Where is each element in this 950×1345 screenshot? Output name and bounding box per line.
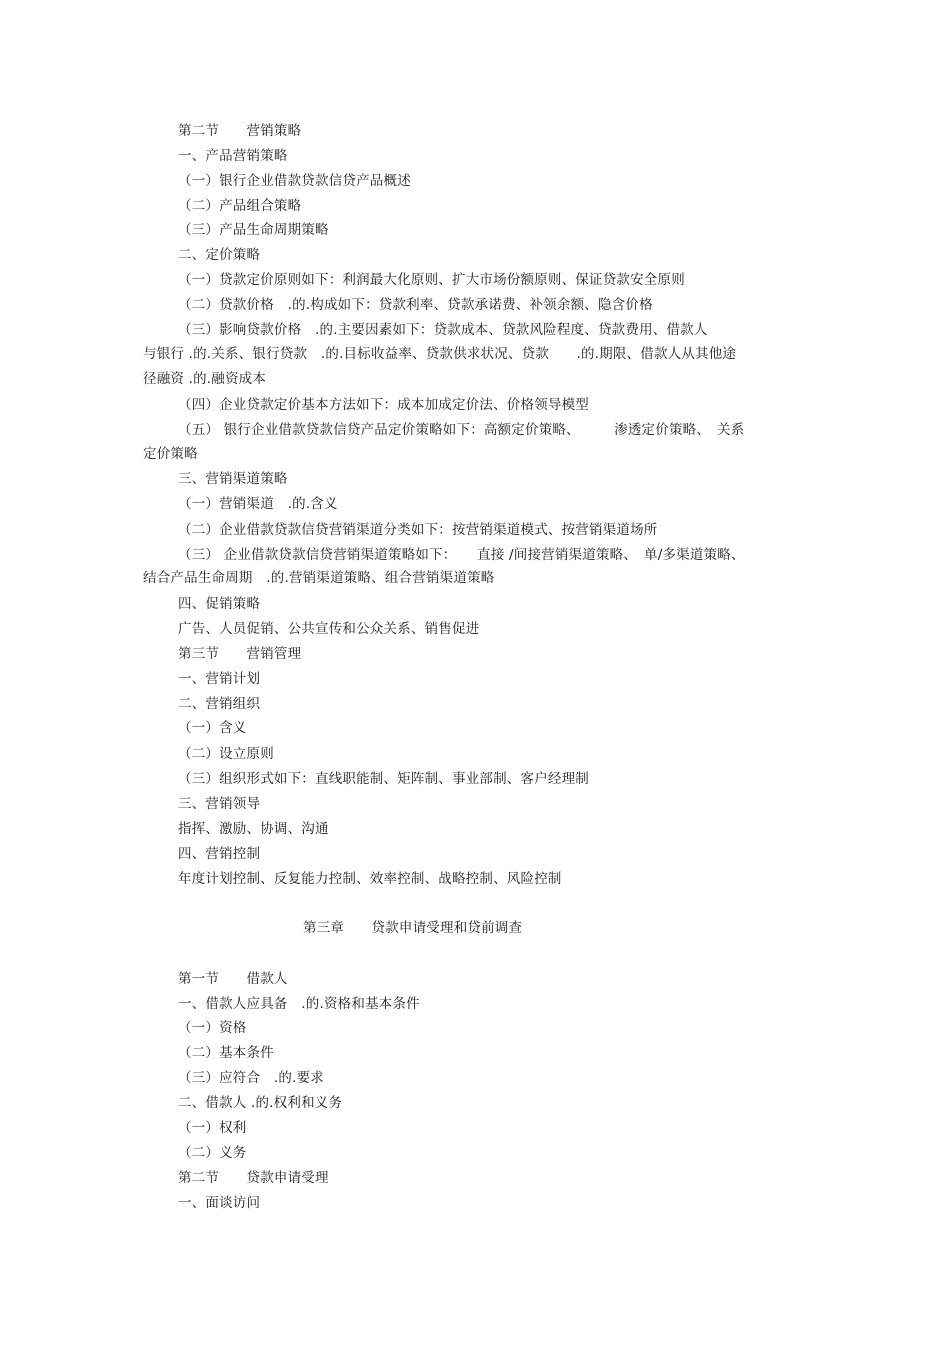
section-heading: 第一节 借款人 (178, 971, 288, 987)
subsection-heading: 三、营销渠道策略 (178, 471, 288, 487)
list-item: （一）营销渠道 .的.含义 (178, 496, 338, 512)
list-item: （五） 银行企业借款贷款信贷产品定价策略如下：高额定价策略、 渗透定价策略、 关系 (178, 422, 745, 438)
paragraph-continuation: 与银行 .的.关系、银行贷款 .的.目标收益率、贷款供求状况、贷款 .的.期限、借款人从其他途 (143, 346, 737, 362)
subsection-heading: 二、营销组织 (178, 696, 261, 712)
section-heading: 第二节 营销策略 (178, 123, 302, 139)
list-item: （四）企业贷款定价基本方法如下：成本加成定价法、价格领导模型 (178, 397, 589, 413)
paragraph-continuation: 结合产品生命周期 .的.营销渠道策略、组合营销渠道策略 (143, 570, 495, 586)
list-item: （二）设立原则 (178, 746, 274, 762)
list-item: （一）贷款定价原则如下：利润最大化原则、扩大市场份额原则、保证贷款安全原则 (178, 272, 685, 288)
list-item: （一）资格 (178, 1020, 247, 1036)
subsection-heading: 二、定价策略 (178, 247, 261, 263)
paragraph: 广告、人员促销、公共宣传和公众关系、销售促进 (178, 621, 480, 637)
paragraph-continuation: 径融资 .的.融资成本 (143, 371, 267, 387)
paragraph-continuation: 定价策略 (143, 446, 198, 462)
subsection-heading: 一、产品营销策略 (178, 148, 288, 164)
list-item: （三） 企业借款贷款信贷营销渠道策略如下： 直接 /间接营销渠道策略、 单/多渠道策略、 (178, 547, 745, 563)
list-item: （三）应符合 .的.要求 (178, 1070, 324, 1086)
subsection-heading: 四、促销策略 (178, 596, 261, 612)
list-item: （一）权利 (178, 1120, 247, 1136)
subsection-heading: 一、面谈访问 (178, 1195, 261, 1211)
list-item: （三）影响贷款价格 .的.主要因素如下：贷款成本、贷款风险程度、贷款费用、借款人 (178, 322, 708, 338)
chapter-title: 第三章 贷款申请受理和贷前调查 (303, 920, 523, 936)
list-item: （二）产品组合策略 (178, 198, 302, 214)
list-item: （二）基本条件 (178, 1045, 274, 1061)
section-heading: 第三节 营销管理 (178, 646, 302, 662)
list-item: （二）贷款价格 .的.构成如下：贷款利率、贷款承诺费、补领余额、隐含价格 (178, 297, 653, 313)
paragraph: 指挥、激励、协调、沟通 (178, 821, 329, 837)
subsection-heading: 四、营销控制 (178, 846, 261, 862)
subsection-heading: 一、借款人应具备 .的.资格和基本条件 (178, 996, 420, 1012)
list-item: （三）产品生命周期策略 (178, 222, 329, 238)
subsection-heading: 二、借款人 .的.权利和义务 (178, 1095, 343, 1111)
section-heading: 第二节 贷款申请受理 (178, 1170, 329, 1186)
list-item: （一）银行企业借款贷款信贷产品概述 (178, 173, 411, 189)
list-item: （三）组织形式如下：直线职能制、矩阵制、事业部制、客户经理制 (178, 771, 589, 787)
subsection-heading: 一、营销计划 (178, 671, 261, 687)
subsection-heading: 三、营销领导 (178, 796, 261, 812)
list-item: （一）含义 (178, 720, 247, 736)
list-item: （二）企业借款贷款信贷营销渠道分类如下：按营销渠道模式、按营销渠道场所 (178, 522, 658, 538)
paragraph: 年度计划控制、反复能力控制、效率控制、战略控制、风险控制 (178, 871, 562, 887)
list-item: （二）义务 (178, 1145, 247, 1161)
